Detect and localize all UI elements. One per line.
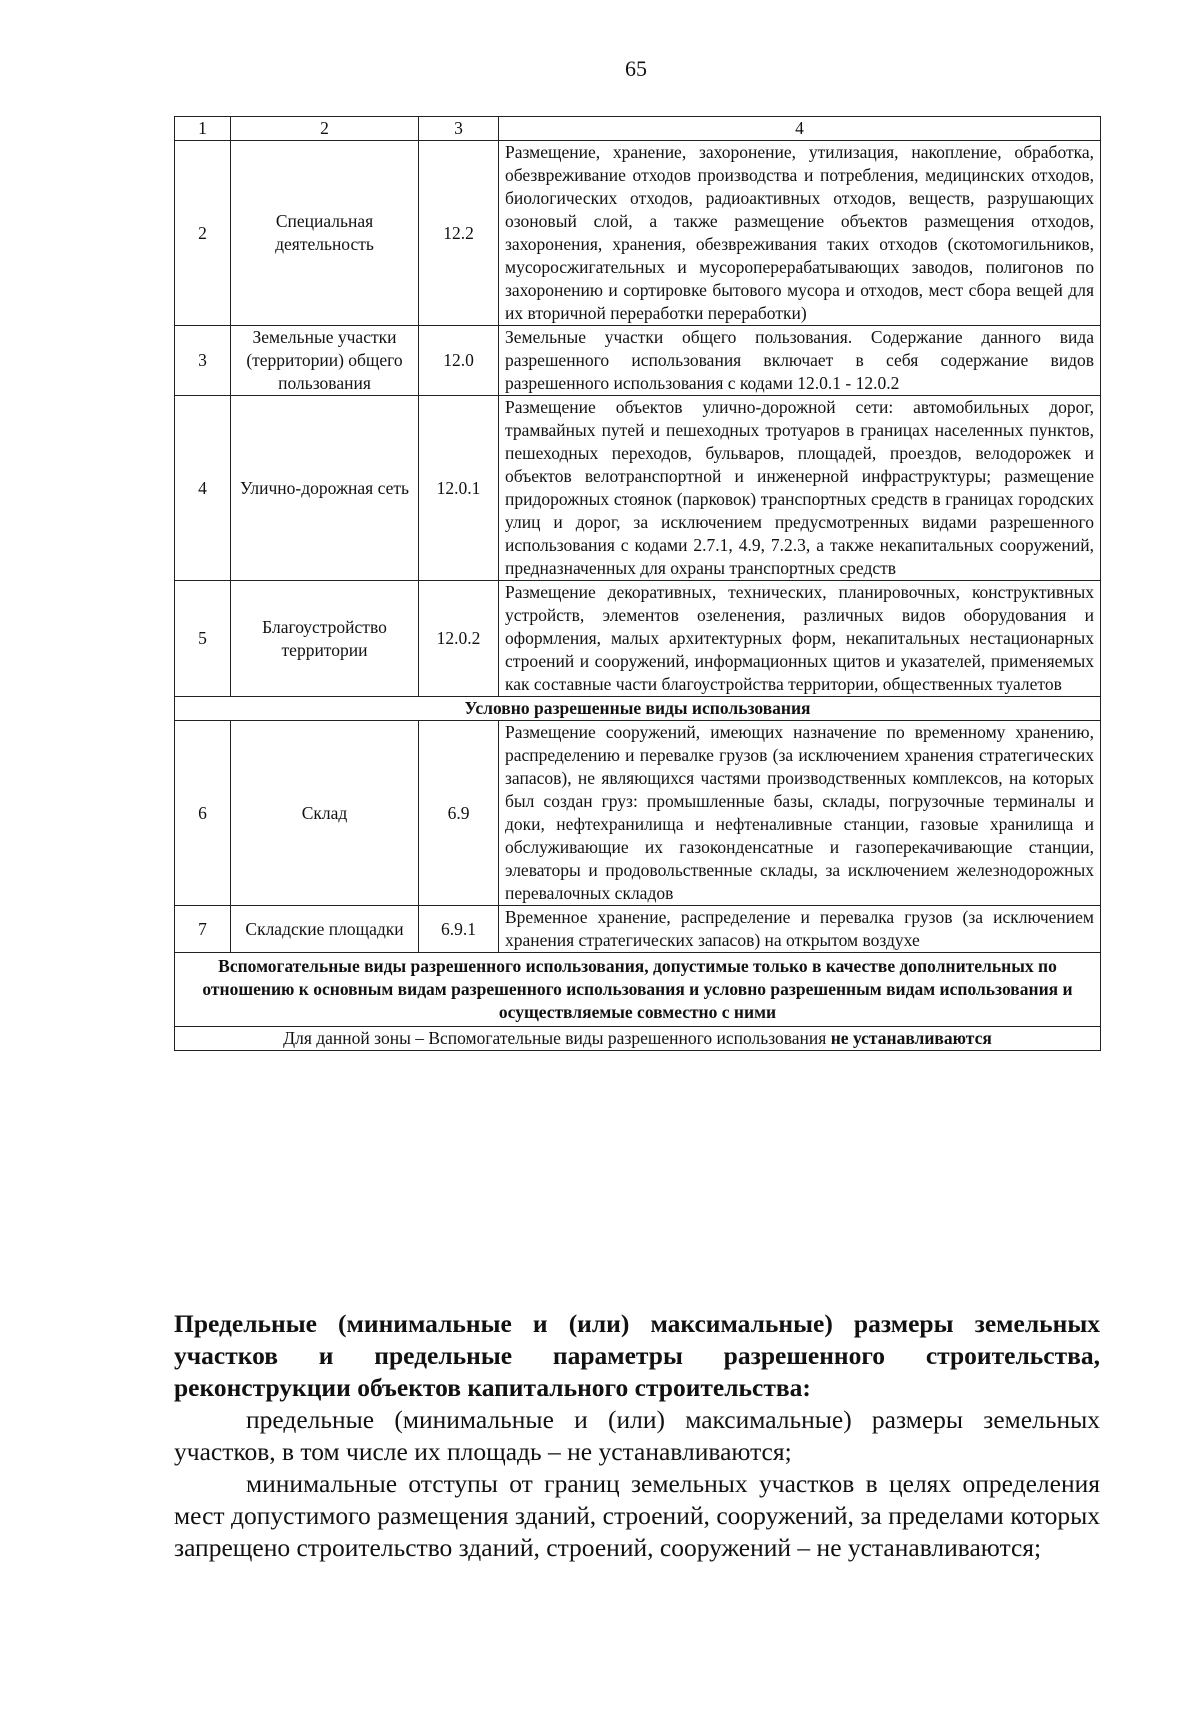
use-description: Земельные участки общего пользования. Содержание данного вида разрешенного использования включает в себя содержание видов разрешенного использования с кодами 12.0.1 - 12.0.2 [499, 326, 1101, 396]
table-row [175, 396, 1101, 581]
table-header-row [175, 117, 1101, 141]
auxiliary-section-title: Вспомогательные виды разрешенного использования, допустимые только в качестве дополнительных по отношению к основным видам разрешенного использования и условно разрешенным видам использования и осуществляемые совместно с ними [175, 953, 1101, 1027]
header-cell: 4 [499, 117, 1101, 141]
use-code: 6.9 [419, 721, 499, 906]
header-cell: 2 [231, 117, 419, 141]
land-use-table [174, 116, 1101, 1051]
conditional-section-row [175, 697, 1101, 721]
section-heading: Предельные (минимальные и (или) максимальные) размеры земельных участков и предельные параметры разрешенного строительства, реконструкции объектов капитального строительства: [174, 1309, 1100, 1402]
row-number: 7 [175, 906, 231, 953]
header-cell: 3 [419, 117, 499, 141]
table-row [175, 326, 1101, 396]
paragraph-setbacks: минимальные отступы от границ земельных участков в целях определения мест допустимого размещения зданий, строений, сооружений, за пределами которых запрещено строительство зданий, строений, сооружений – не устанавливаются; [174, 1469, 1100, 1562]
use-code: 12.0.1 [419, 396, 499, 581]
row-number: 2 [175, 141, 231, 326]
table-row [175, 141, 1101, 326]
page-number: 65 [625, 56, 647, 81]
table-row [175, 721, 1101, 906]
row-number: 3 [175, 326, 231, 396]
footer-text: Для данной зоны – Вспомогательные виды разрешенного использования [283, 1028, 831, 1048]
use-code: 12.0 [419, 326, 499, 396]
use-description: Временное хранение, распределение и перевалка грузов (за исключением хранения стратегических запасов) на открытом воздухе [499, 906, 1101, 953]
use-description: Размещение, хранение, захоронение, утилизация, накопление, обработка, обезвреживание отходов производства и потребления, медицинских отходов, биологических отходов, радиоактивных отходов, веществ, разрушающих озоновый слой, а также размещение объектов размещения отходов, захоронения, хранения, обезвреживания таких отходов (скотомогильников, мусоросжигательных и мусороперерабатывающих заводов, полигонов по захоронению и сортировке бытового мусора и отходов, мест сбора вещей для их вторичной переработки переработки) [499, 141, 1101, 326]
use-code: 6.9.1 [419, 906, 499, 953]
use-code: 12.0.2 [419, 581, 499, 697]
row-number: 4 [175, 396, 231, 581]
row-number: 6 [175, 721, 231, 906]
table-row [175, 906, 1101, 953]
use-code: 12.2 [419, 141, 499, 326]
paragraph-plot-sizes: предельные (минимальные и (или) максимальные) размеры земельных участков, в том числе их площадь – не устанавливаются; [174, 1405, 1100, 1466]
header-cell: 1 [175, 117, 231, 141]
use-description: Размещение объектов улично-дорожной сети: автомобильных дорог, трамвайных путей и пешеходных тротуаров в границах населенных пунктов, пешеходных переходов, бульваров, площадей, проездов, велодорожек и объектов велотранспортной и инженерной инфраструктуры; размещение придорожных стоянок (парковок) транспортных средств в границах городских улиц и дорог, за исключением предусмотренных видами разрешенного использования с кодами 2.7.1, 4.9, 7.2.3, а также некапитальных сооружений, предназначенных для охраны транспортных средств [499, 396, 1101, 581]
table-row [175, 581, 1101, 697]
use-name: Складские площадки [231, 906, 419, 953]
auxiliary-section-row [175, 953, 1101, 1027]
use-name: Благоустройство территории [231, 581, 419, 697]
use-name: Земельные участки (территории) общего пользования [231, 326, 419, 396]
use-name: Улично-дорожная сеть [231, 396, 419, 581]
use-description: Размещение сооружений, имеющих назначение по временному хранению, распределению и перевалке грузов (за исключением хранения стратегических запасов), не являющихся частями производственных комплексов, на которых был создан груз: промышленные базы, склады, погрузочные терминалы и доки, нефтехранилища и нефтеналивные станции, газовые хранилища и обслуживающие их газоконденсатные и газоперекачивающие станции, элеваторы и продовольственные склады, за исключением железнодорожных перевалочных складов [499, 721, 1101, 906]
footer-cell [175, 1027, 1101, 1051]
footer-emphasis: не устанавливаются [830, 1028, 992, 1048]
use-description: Размещение декоративных, технических, планировочных, конструктивных устройств, элементов озеленения, различных видов оборудования и оформления, малых архитектурных форм, некапитальных нестационарных строений и сооружений, информационных щитов и указателей, применяемых как составные части благоустройства территории, общественных туалетов [499, 581, 1101, 697]
row-number: 5 [175, 581, 231, 697]
footer-row [175, 1027, 1101, 1051]
use-name: Склад [231, 721, 419, 906]
use-name: Специальная деятельность [231, 141, 419, 326]
conditional-section-title: Условно разрешенные виды использования [175, 697, 1101, 721]
